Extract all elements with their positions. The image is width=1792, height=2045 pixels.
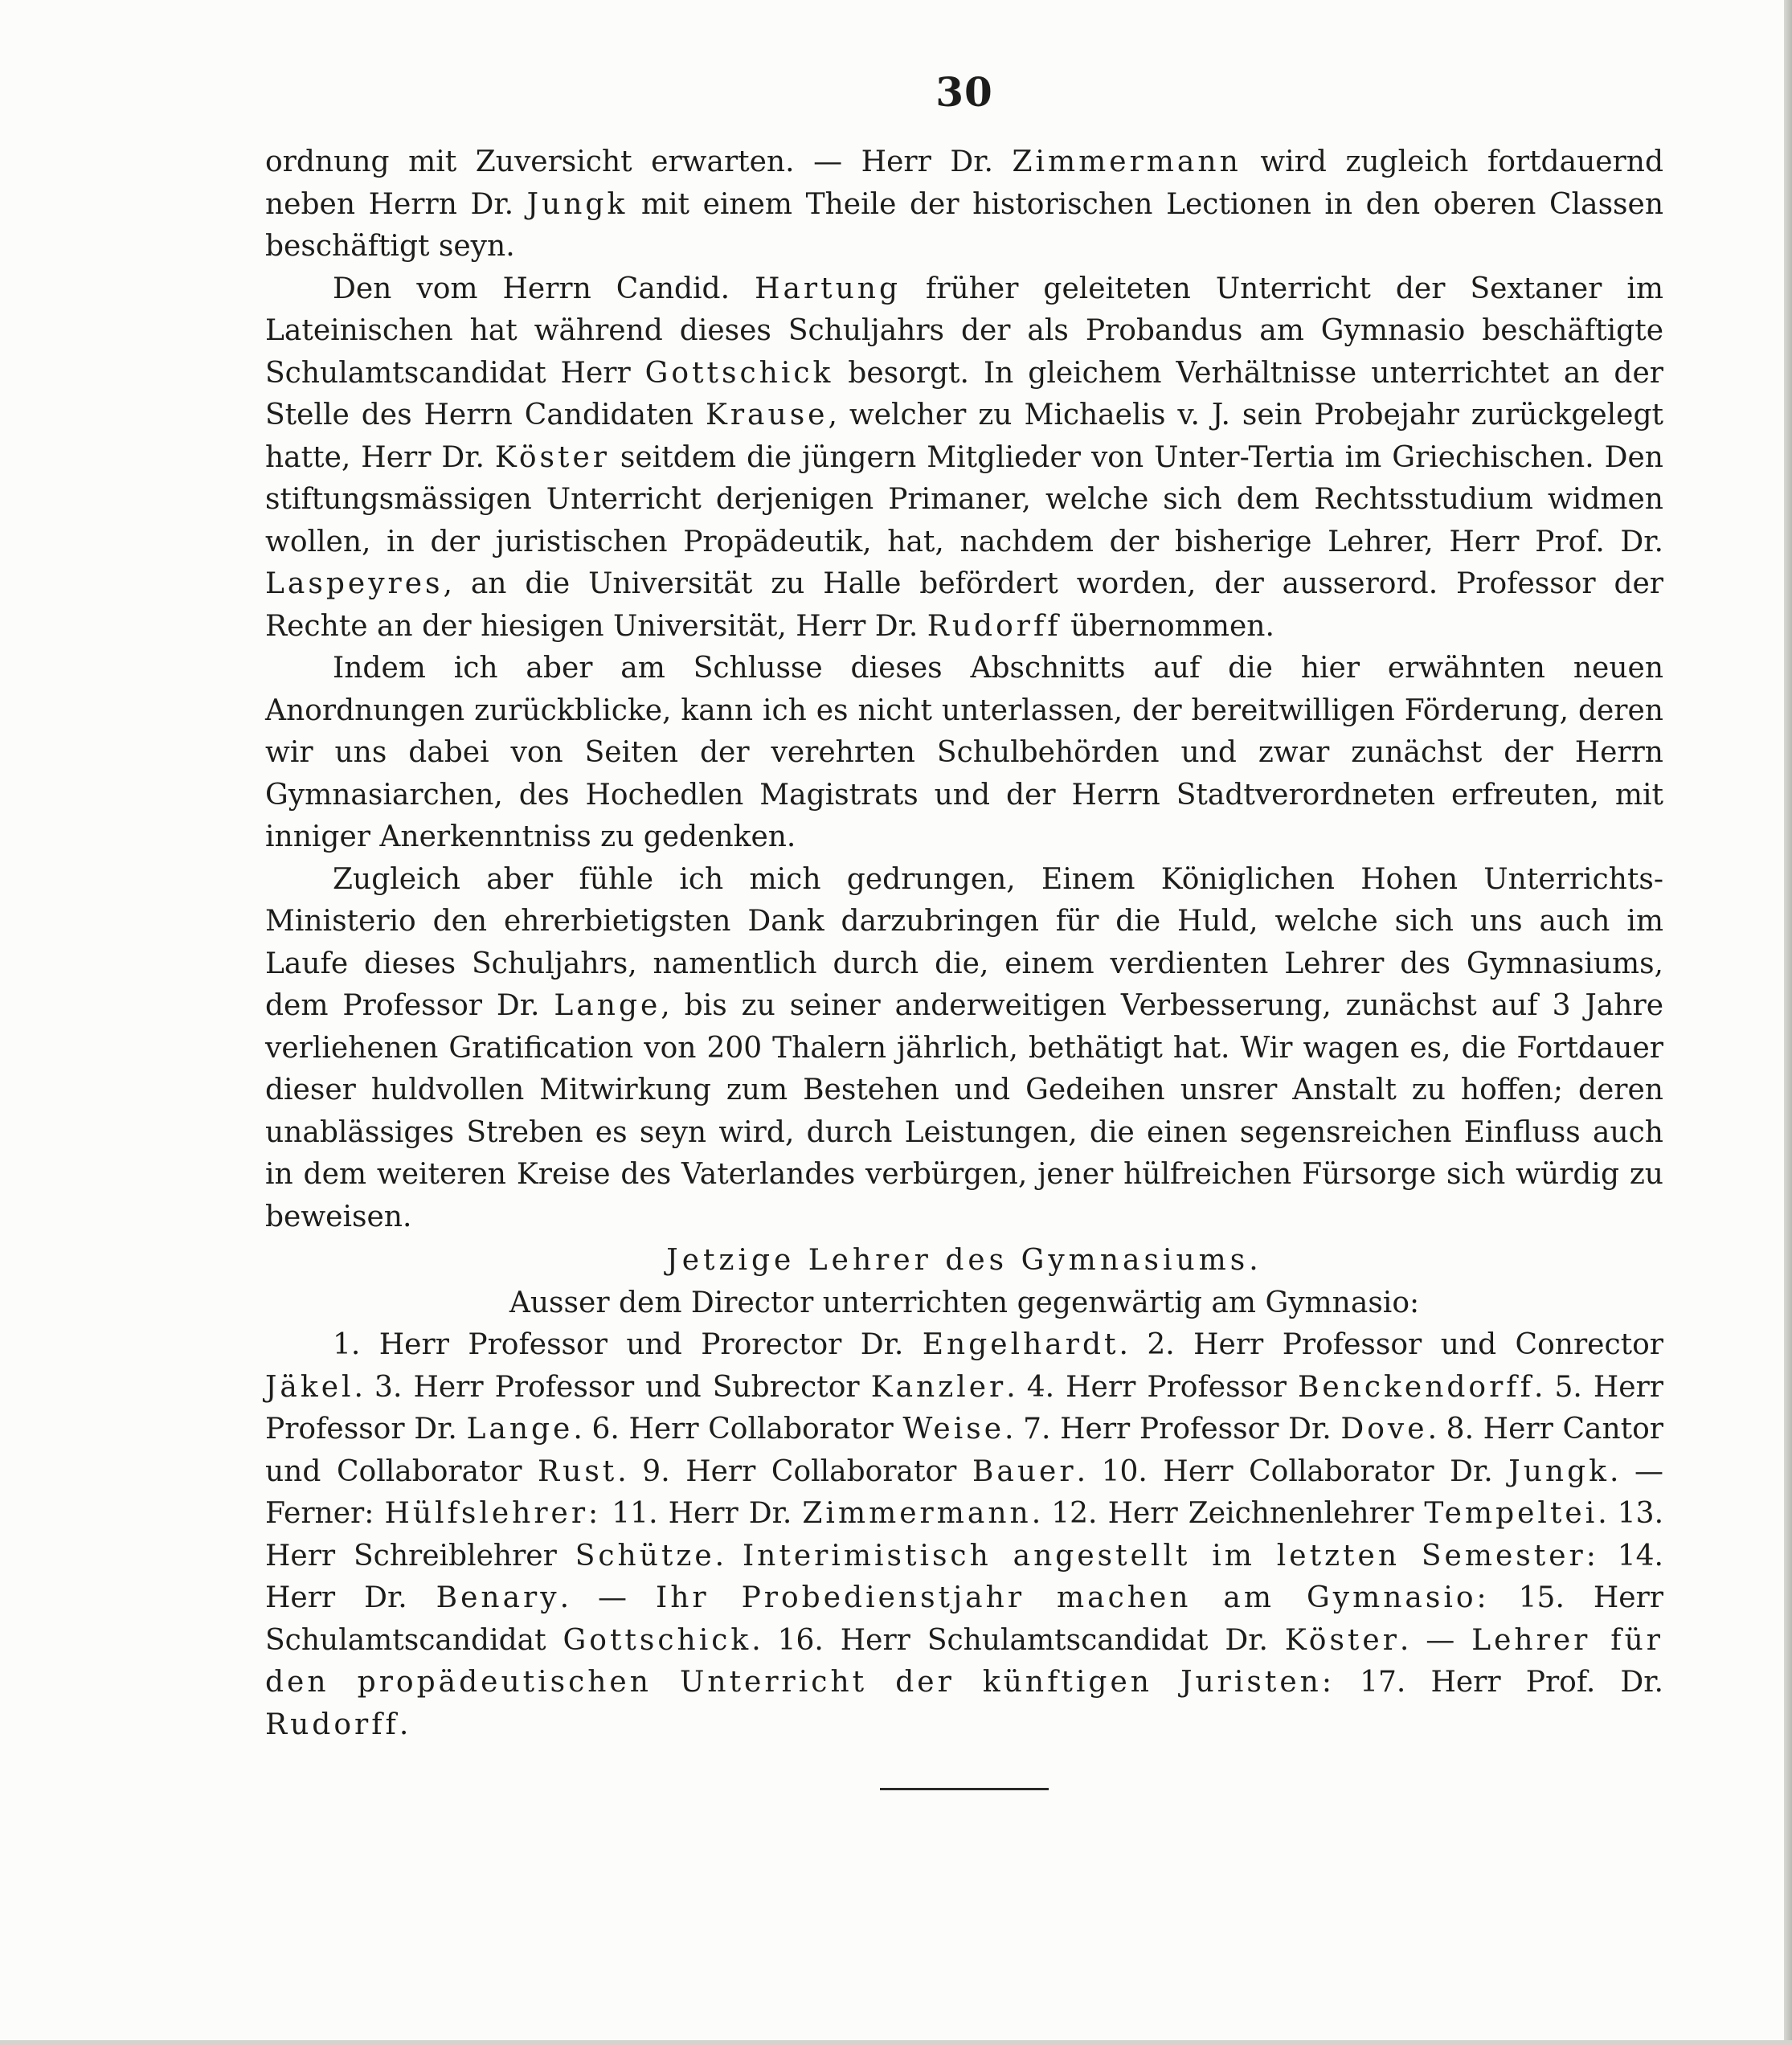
spaced-name: Dove [1340,1413,1428,1446]
text-run: 11. Herr Dr. [601,1497,803,1530]
text-run: ordnung mit Zuversicht erwarten. — Herr Dr. [265,145,1013,178]
spaced-name: Jungk [526,187,628,221]
scan-edge-bottom [0,2040,1792,2045]
spaced-name: Laspeyres [265,567,444,600]
text-run: . 12. Herr Zeichnenlehrer [1031,1497,1425,1530]
text-run: . 2. Herr Professor und Conrector [1119,1328,1663,1361]
text-run: besorgt. In gleichem Verhältnisse unterrichtet an der Stelle des Herrn Candidaten [265,356,1663,431]
text-run: . 4. Herr Professor [1006,1370,1298,1404]
spaced-name: Benary [436,1581,560,1614]
spaced-name: Jäkel [265,1370,354,1404]
text-run: , an die Universität zu Halle befördert worden, der ausserord. Professor der Rechte an der hiesigen Universität, Herr Dr. [265,567,1663,643]
spaced-name: Köster [1284,1623,1400,1657]
text-run: . — [1399,1623,1472,1657]
text-run: Den vom Herrn Candid. [333,272,755,305]
section-heading: Jetzige Lehrer des Gymnasiums. [666,1244,1262,1277]
spaced-name: Tempeltei [1424,1497,1598,1530]
spaced-name: Schütze [575,1539,715,1573]
spaced-name: Jungk [1508,1454,1610,1488]
text-run: . 8. Herr Cantor und Collaborator [265,1413,1663,1488]
text-run: . 6. Herr Collaborator [573,1413,903,1446]
text-run: . 3. Herr Professor und Subrector [354,1370,871,1404]
text-run: mit einem Theile der historischen Lectionen in den oberen Classen beschäftigt seyn. [265,187,1664,263]
spaced-name: Interimistisch angestellt im letzten Semester: [742,1539,1599,1573]
text-run: 1. Herr Professor und Prorector Dr. [333,1328,923,1361]
spaced-name: Engelhardt [922,1328,1119,1361]
spaced-name: Hartung [755,272,902,305]
text-run: , bis zu seiner anderweitigen Verbesserung, zunächst auf 3 Jahre verliehenen Gratification von 200 Thalern jährlich, bethätigt hat. Wir wagen es, die Fortdauer dieser huldvollen Mitwirkung zum Bestehen und Gedeihen unsrer Anstalt zu hoffen; deren unablässiges Streben es seyn wird, durch Leistungen, die einen segensreichen Einfluss auch in dem weiteren Kreise des Vaterlandes verbürgen, jener hülfreichen Fürsorge sich würdig zu beweisen. [265,989,1664,1233]
text-run: , welcher zu Michaelis v. J. sein Probejahr zurückgelegt hatte, Herr Dr. [265,399,1663,474]
text-run: . 13. Herr Schreiblehrer [265,1497,1664,1573]
paragraph-1 [265,141,1663,268]
spaced-name: Bauer [972,1454,1077,1488]
paragraph-4 [265,859,1663,1239]
text-column [265,64,1663,1790]
spaced-name: Lange [466,1413,574,1446]
text-run: früher geleiteten Unterricht der Sextaner im Lateinischen hat während dieses Schuljahrs der als Probandus am Gymnasio beschäftigte Schulamtscandidat Herr [265,272,1664,390]
text-run: 17. Herr Prof. Dr. [1334,1666,1663,1699]
text-run: wird zugleich fortdauernd neben Herrn Dr. [265,145,1663,221]
text-run: . 16. Herr Schulamtscandidat Dr. [751,1623,1285,1657]
spaced-name: Rudorff [927,609,1062,643]
text-run: . [399,1708,409,1741]
spaced-name: Lehrer für den propädeutischen Unterricht der künftigen Juristen: [265,1623,1663,1699]
scan-edge-right [1784,0,1792,2045]
spaced-name: Lange [554,989,661,1022]
spaced-name: Ihr Probedienstjahr machen am Gymnasio: [655,1581,1490,1614]
text-run: übernommen. [1061,609,1274,643]
spaced-name: Zimmermann [802,1497,1032,1530]
page-number: 30 [935,68,993,116]
text-run: seitdem die jüngern Mitglieder von Unter-Tertia im Griechischen. Den stiftungsmässigen Unterricht derjenigen Primaner, welche sich dem Rechtsstudium widmen wollen, in der juristischen Propädeutik, hat, nachdem der bisherige Lehrer, Herr Prof. Dr. [265,440,1663,558]
text-run: . 9. Herr Collaborator [617,1454,972,1488]
spaced-name: Gottschick [563,1623,752,1657]
spaced-name: Hülfslehrer: [384,1497,602,1530]
closing-rule [880,1788,1049,1790]
text-run: . 7. Herr Professor Dr. [1004,1413,1341,1446]
text-run: . — [559,1581,656,1614]
text-run: Indem ich aber am Schlusse dieses Abschnitts auf die hier erwähnten neuen Anordnungen zurückblicke, kann ich es nicht unterlassen, der bereitwilligen Förderung, deren wir uns dabei von Seiten der verehrten Schulbehörden und zwar zunächst der Herrn Gymnasiarchen, des Hochedlen Magistrats und der Herrn Stadtverordneten erfreuten, mit inniger Anerkenntniss zu gedenken. [265,652,1663,853]
text-run: 14. Herr Dr. [265,1539,1664,1614]
spaced-name: Rust [538,1454,618,1488]
spaced-name: Rudorff [265,1708,399,1741]
spaced-name: Benckendorff [1297,1370,1534,1404]
text-run: . 5. Herr Professor Dr. [265,1370,1663,1446]
text-run: 15. Herr Schulamtscandidat [265,1581,1663,1657]
spaced-name: Weise [902,1413,1005,1446]
text-run: . — Ferner: [265,1454,1663,1530]
paragraph-2 [265,268,1663,648]
spaced-name: Gottschick [644,356,834,390]
text-run: Zugleich aber fühle ich mich gedrungen, Einem Königlichen Hohen Unterrichts-Ministerio den ehrerbietigsten Dank darzubringen für die Huld, welche sich uns auch im Laufe dieses Schuljahrs, namentlich durch die, einem verdienten Lehrer des Gymnasiums, dem Professor Dr. [265,862,1663,1022]
teacher-list [265,1324,1663,1746]
spaced-name: Krause [705,399,828,431]
paragraph-3 [265,648,1663,859]
spaced-name: Zimmermann [1012,145,1242,178]
text-run: . 10. Herr Collaborator Dr. [1076,1454,1509,1488]
text-run: . [714,1539,743,1573]
spaced-name: Kanzler [870,1370,1007,1404]
section-subheading: Ausser dem Director unterrichten gegenwärtig am Gymnasio: [509,1286,1420,1319]
spaced-name: Köster [494,440,610,474]
